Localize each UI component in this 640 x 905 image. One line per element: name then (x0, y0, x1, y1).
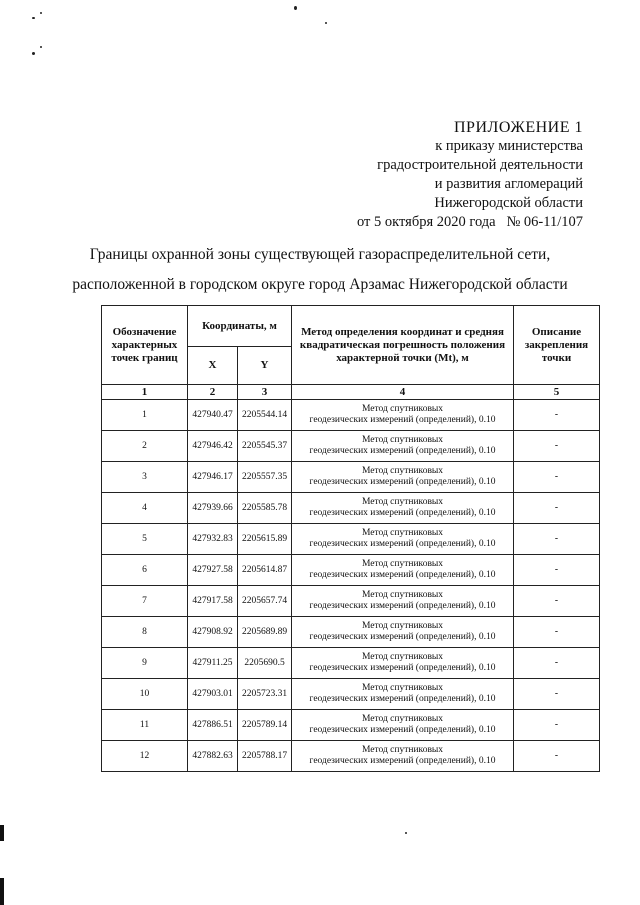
column-number: 4 (292, 385, 514, 400)
method-cell (292, 431, 514, 462)
scan-speck (40, 46, 42, 48)
point-number: 2 (102, 431, 188, 462)
fixing-description: - (514, 617, 600, 648)
table-row (102, 462, 600, 493)
table-row (102, 493, 600, 524)
document-title-line: расположенной в городском округе город Арзамас Нижегородской области (72, 276, 568, 293)
method-line: Метод спутниковых (361, 466, 444, 476)
coordinate-y: 2205614.87 (238, 555, 292, 586)
method-line: геодезических измерений (определений), 0.10 (309, 508, 496, 518)
scan-edge-mark (0, 878, 4, 905)
table-row (102, 400, 600, 431)
fixing-description: - (514, 586, 600, 617)
header-designation: Обозначение характерных точек границ (102, 306, 188, 385)
table-row (102, 586, 600, 617)
fixing-description: - (514, 431, 600, 462)
coordinate-y: 2205545.37 (238, 431, 292, 462)
fixing-description: - (514, 400, 600, 431)
method-cell (292, 710, 514, 741)
column-number: 5 (514, 385, 600, 400)
point-number: 3 (102, 462, 188, 493)
coordinate-x: 427946.17 (188, 462, 238, 493)
method-line: геодезических измерений (определений), 0.10 (309, 446, 496, 456)
method-line: Метод спутниковых (361, 745, 444, 755)
point-number: 7 (102, 586, 188, 617)
method-line: геодезических измерений (определений), 0.10 (309, 539, 496, 549)
coordinate-y: 2205788.17 (238, 741, 292, 772)
method-line: Метод спутниковых (361, 559, 444, 569)
scan-speck (405, 832, 407, 834)
table-row (102, 431, 600, 462)
scan-speck (294, 6, 297, 10)
coordinates-table (101, 305, 600, 772)
header-description: Описание закрепления точки (514, 306, 600, 385)
method-cell (292, 524, 514, 555)
coordinate-y: 2205657.74 (238, 586, 292, 617)
appendix-line: к приказу министерства (435, 138, 583, 154)
point-number: 9 (102, 648, 188, 679)
method-line: Метод спутниковых (361, 621, 444, 631)
coordinate-x: 427903.01 (188, 679, 238, 710)
table-row (102, 679, 600, 710)
point-number: 1 (102, 400, 188, 431)
coordinate-x: 427908.92 (188, 617, 238, 648)
table-row (102, 617, 600, 648)
method-line: геодезических измерений (определений), 0.10 (309, 694, 496, 704)
coordinate-x: 427917.58 (188, 586, 238, 617)
table-row (102, 741, 600, 772)
method-cell (292, 679, 514, 710)
table-row (102, 524, 600, 555)
fixing-description: - (514, 462, 600, 493)
method-line: геодезических измерений (определений), 0.10 (309, 725, 496, 735)
column-number: 2 (188, 385, 238, 400)
header-coordinates: Координаты, м (188, 306, 292, 347)
coordinate-x: 427939.66 (188, 493, 238, 524)
appendix-line: градостроительной деятельности (377, 157, 583, 173)
method-line: Метод спутниковых (361, 590, 444, 600)
fixing-description: - (514, 710, 600, 741)
method-line: Метод спутниковых (361, 528, 444, 538)
method-line: Метод спутниковых (361, 404, 444, 414)
method-line: геодезических измерений (определений), 0.10 (309, 756, 496, 766)
point-number: 12 (102, 741, 188, 772)
document-title-line: Границы охранной зоны существующей газораспределительной сети, (89, 246, 551, 263)
appendix-line: Нижегородской области (434, 195, 583, 211)
appendix-order-line: от 5 октября 2020 года № 06-11/107 (357, 214, 583, 230)
method-cell (292, 617, 514, 648)
fixing-description: - (514, 555, 600, 586)
coordinate-y: 2205585.78 (238, 493, 292, 524)
method-line: Метод спутниковых (361, 652, 444, 662)
scan-speck (32, 52, 35, 55)
method-line: геодезических измерений (определений), 0.10 (309, 477, 496, 487)
coordinate-x: 427911.25 (188, 648, 238, 679)
scan-edge-mark (0, 825, 4, 841)
coordinate-y: 2205557.35 (238, 462, 292, 493)
method-line: геодезических измерений (определений), 0.10 (309, 601, 496, 611)
table-row (102, 710, 600, 741)
coordinate-y: 2205789.14 (238, 710, 292, 741)
fixing-description: - (514, 648, 600, 679)
method-cell (292, 555, 514, 586)
fixing-description: - (514, 679, 600, 710)
method-line: Метод спутниковых (361, 714, 444, 724)
method-cell (292, 586, 514, 617)
coordinate-x: 427886.51 (188, 710, 238, 741)
document-title (40, 240, 600, 300)
coordinate-y: 2205689.89 (238, 617, 292, 648)
method-line: Метод спутниковых (361, 435, 444, 445)
point-number: 11 (102, 710, 188, 741)
method-line: Метод спутниковых (361, 683, 444, 693)
table-row (102, 648, 600, 679)
coordinate-x: 427932.83 (188, 524, 238, 555)
method-line: геодезических измерений (определений), 0.10 (309, 570, 496, 580)
method-cell (292, 648, 514, 679)
scan-speck (40, 12, 42, 14)
method-cell (292, 493, 514, 524)
point-number: 6 (102, 555, 188, 586)
coordinate-y: 2205615.89 (238, 524, 292, 555)
coordinate-x: 427946.42 (188, 431, 238, 462)
header-method: Метод определения координат и средняя квадратическая погрешность положения характерной точки (Mt), м (292, 306, 514, 385)
coordinate-y: 2205723.31 (238, 679, 292, 710)
point-number: 4 (102, 493, 188, 524)
coordinate-x: 427927.58 (188, 555, 238, 586)
method-cell (292, 462, 514, 493)
coordinate-x: 427940.47 (188, 400, 238, 431)
point-number: 8 (102, 617, 188, 648)
method-cell (292, 741, 514, 772)
appendix-block (357, 118, 583, 232)
method-line: геодезических измерений (определений), 0.10 (309, 663, 496, 673)
method-cell (292, 400, 514, 431)
point-number: 10 (102, 679, 188, 710)
coordinate-y: 2205544.14 (238, 400, 292, 431)
appendix-heading: ПРИЛОЖЕНИЕ 1 (453, 119, 583, 136)
table-row (102, 555, 600, 586)
appendix-line: и развития агломераций (434, 176, 583, 192)
coordinate-x: 427882.63 (188, 741, 238, 772)
column-number: 1 (102, 385, 188, 400)
scan-speck (32, 17, 35, 19)
fixing-description: - (514, 741, 600, 772)
point-number: 5 (102, 524, 188, 555)
method-line: геодезических измерений (определений), 0.10 (309, 415, 496, 425)
header-y: Y (238, 347, 292, 385)
scan-speck (325, 22, 327, 24)
coordinate-y: 2205690.5 (238, 648, 292, 679)
fixing-description: - (514, 524, 600, 555)
column-number: 3 (238, 385, 292, 400)
method-line: геодезических измерений (определений), 0.10 (309, 632, 496, 642)
method-line: Метод спутниковых (361, 497, 444, 507)
header-x: X (188, 347, 238, 385)
fixing-description: - (514, 493, 600, 524)
